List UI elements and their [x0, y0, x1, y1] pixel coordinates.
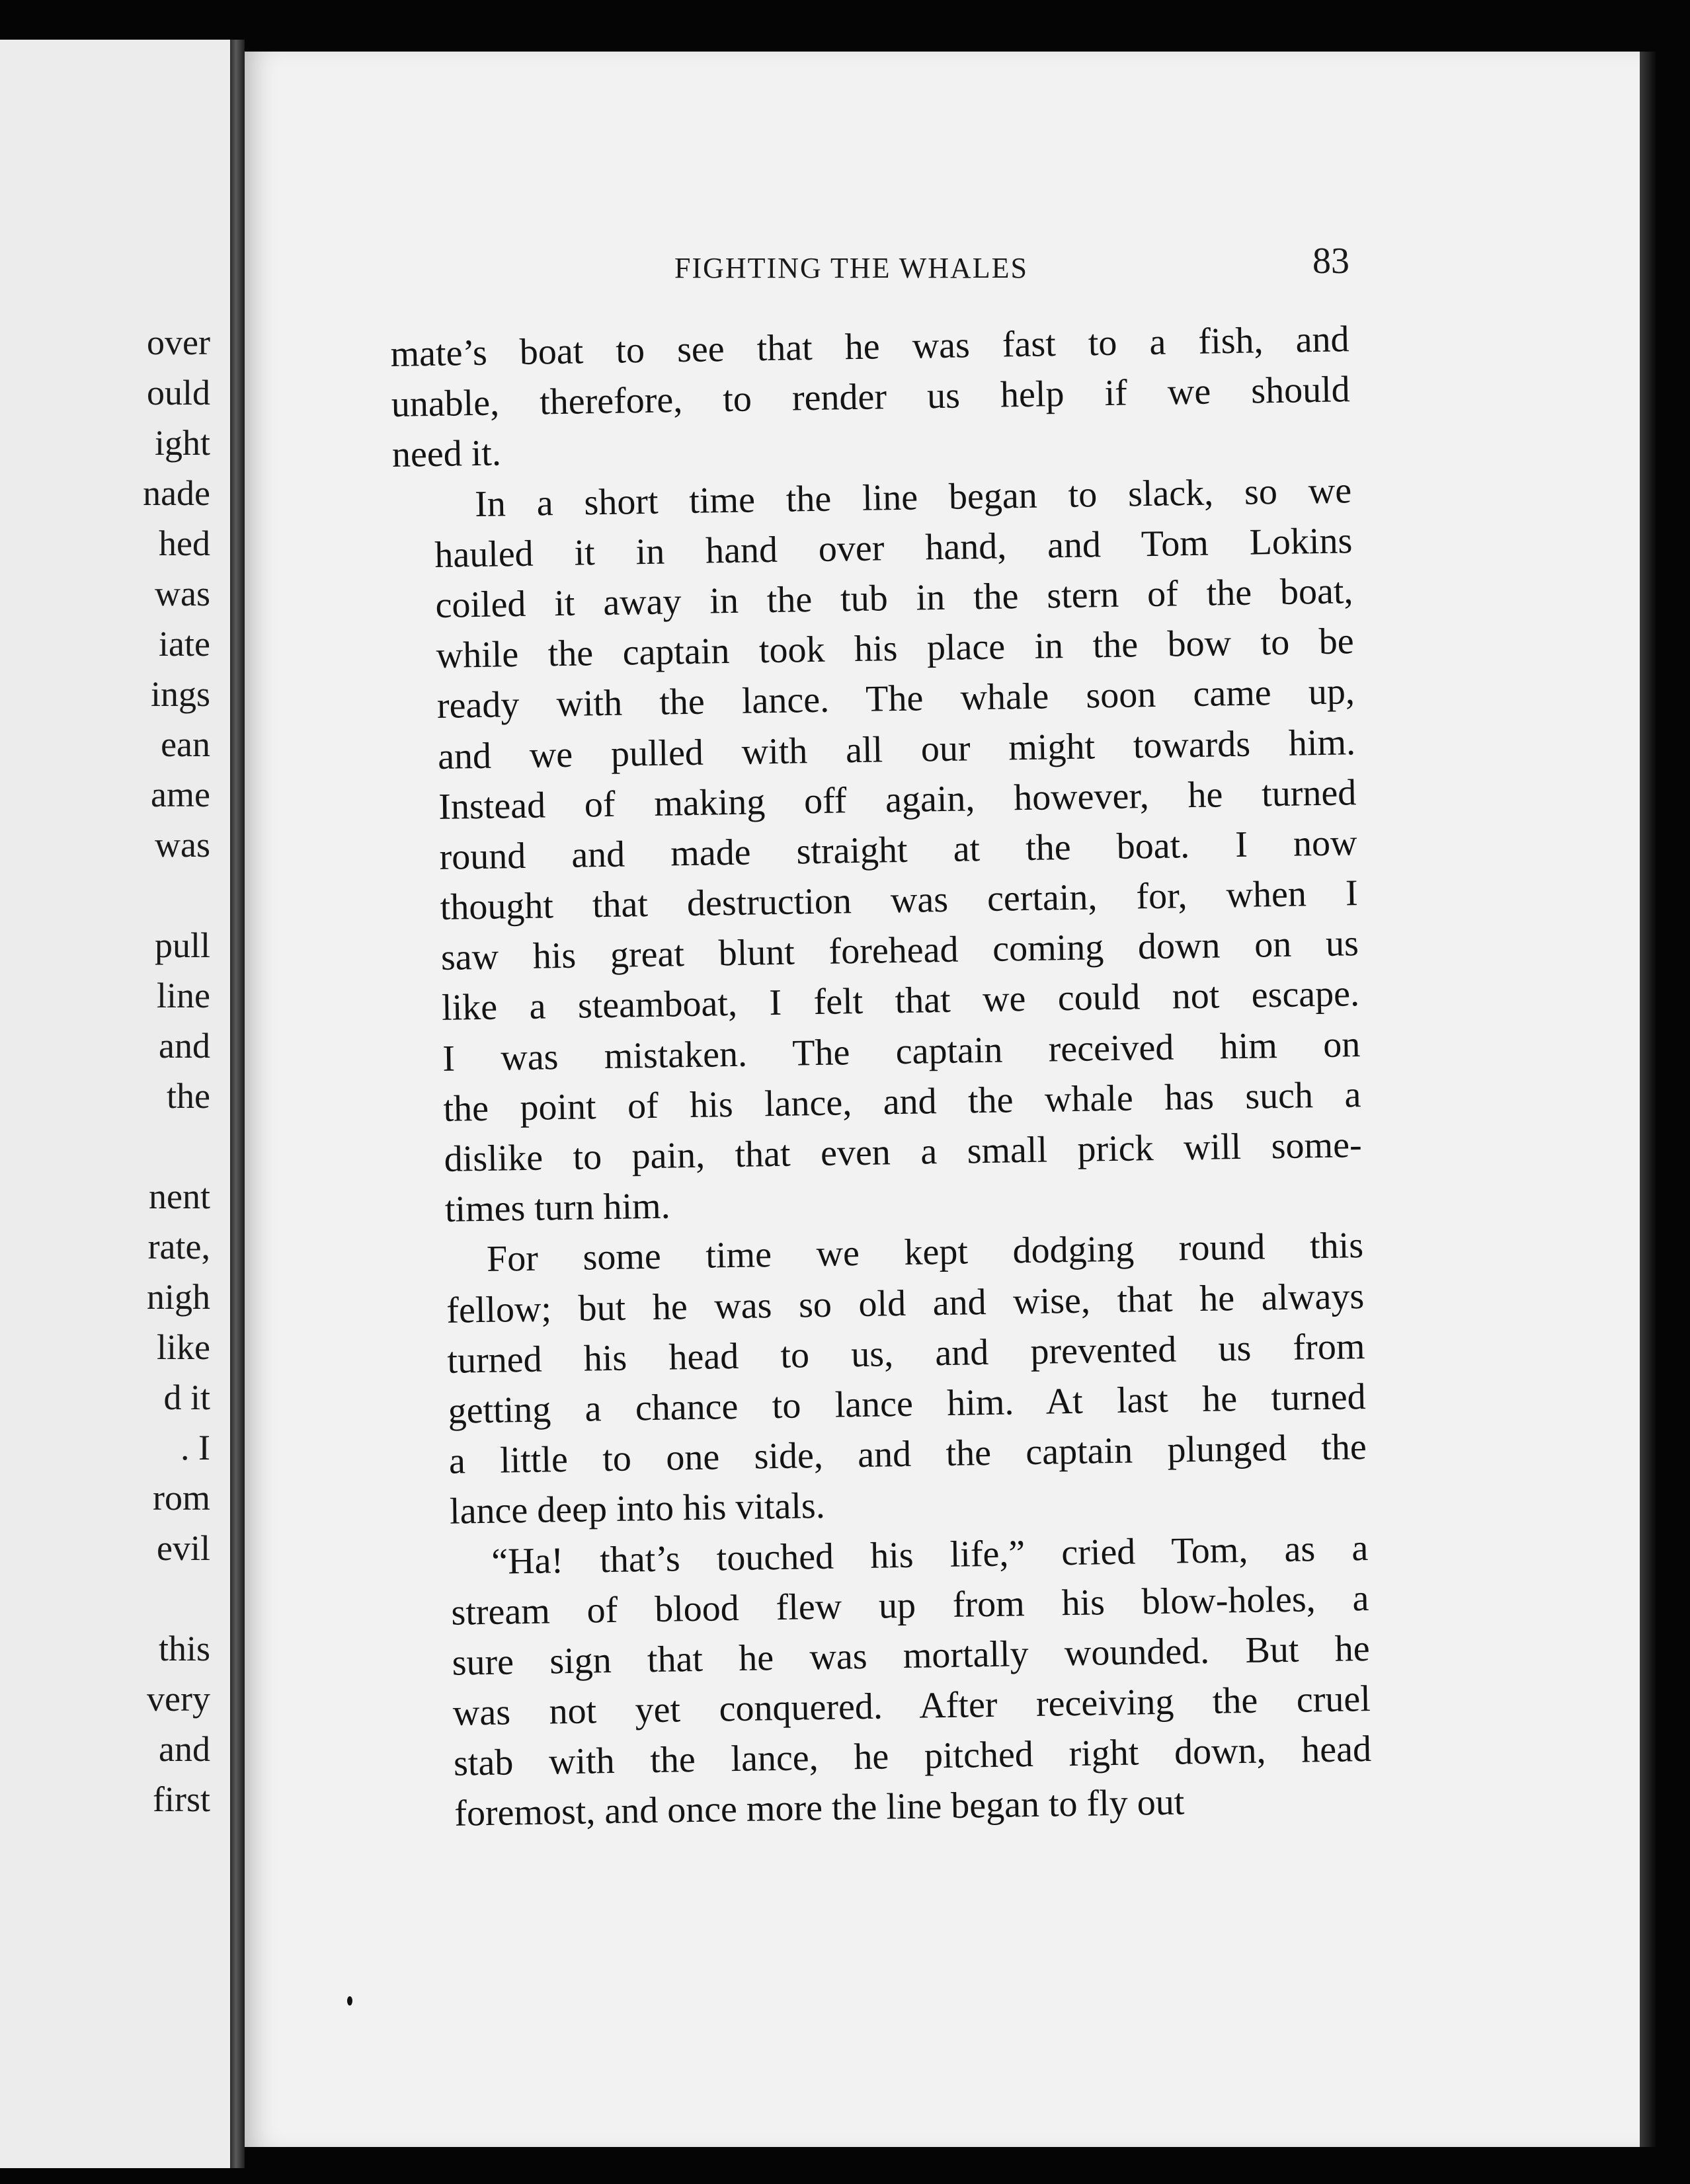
dust-speck	[347, 1996, 352, 2006]
left-page	[0, 40, 230, 2168]
left-page-fragment: pull	[154, 925, 210, 965]
text-line: mate’s boat to see that he was fast to a fish, and	[390, 319, 1349, 375]
text-line: a little to one side, and the captain plunged the	[448, 1426, 1367, 1482]
left-page-fragment: was	[155, 825, 210, 865]
text-line: In a short time the line began to slack, so we	[474, 469, 1352, 525]
left-page-fragment: d it	[163, 1378, 210, 1417]
left-page-fragment: the	[167, 1076, 210, 1116]
left-page-fragment: very	[147, 1679, 210, 1719]
left-page-fragment: ean	[161, 724, 210, 764]
text-line: round and made straight at the boat. I now	[439, 822, 1357, 878]
text-line: times turn him.	[444, 1185, 671, 1231]
paragraph	[393, 465, 1363, 1235]
book-gutter	[230, 40, 245, 2168]
left-page-fragment: hed	[159, 524, 210, 563]
text-line: lance deep into his vitals.	[449, 1485, 826, 1533]
text-line: “Ha! that’s touched his life,” cried Tom, as a	[491, 1527, 1369, 1582]
text-line: thought that destruction was certain, for, when I	[440, 873, 1359, 928]
left-page-fragment: was	[155, 574, 210, 613]
text-line: turned his head to us, and prevented us from	[447, 1325, 1365, 1382]
left-page-fragment	[0, 870, 210, 920]
text-line: unable, therefore, to render us help if we should	[391, 369, 1351, 426]
left-page-fragment	[0, 1573, 210, 1623]
left-page-text-fragments	[0, 317, 210, 1824]
scanner-frame-edge	[1640, 52, 1656, 2147]
left-page-fragment	[0, 1121, 210, 1171]
left-page-fragment: ight	[154, 423, 210, 463]
left-page-fragment: rom	[153, 1478, 210, 1518]
left-page-fragment: this	[158, 1629, 210, 1668]
text-line: getting a chance to lance him. At last he turned	[448, 1376, 1367, 1432]
left-page-fragment: and	[159, 1729, 210, 1769]
text-line: fellow; but he was so old and wise, that he always	[446, 1275, 1365, 1331]
left-page-fragment: over	[147, 323, 210, 362]
left-page-fragment: nent	[149, 1177, 210, 1216]
text-line: I was mistaken. The captain received him on	[442, 1023, 1361, 1079]
left-page-fragment: . I	[181, 1428, 210, 1467]
text-line: the point of his lance, and the whale has such a	[443, 1073, 1361, 1130]
text-line: was not yet conquered. After receiving the cruel	[452, 1678, 1371, 1734]
text-line: foremost, and once more the line began to fly out	[454, 1781, 1185, 1835]
text-line: need it.	[391, 432, 502, 476]
left-page-fragment: rate,	[147, 1227, 210, 1267]
text-line: hauled it in hand over hand, and Tom Lokins	[434, 520, 1353, 576]
left-page-fragment: line	[157, 976, 210, 1015]
paragraph	[390, 314, 1351, 480]
left-page-fragment: ame	[151, 775, 210, 814]
left-page-fragment: like	[157, 1327, 210, 1367]
left-page-fragment: iate	[159, 624, 210, 664]
text-line: coiled it away in the tub in the stern of the boat,	[435, 570, 1353, 626]
paragraph	[405, 1220, 1368, 1538]
left-page-fragment: nade	[143, 473, 210, 513]
left-page-fragment: and	[159, 1026, 210, 1066]
text-line: dislike to pain, that even a small prick will some-	[444, 1124, 1363, 1180]
left-page-fragment: ould	[146, 373, 210, 412]
left-page-fragment: ings	[150, 674, 210, 714]
paragraph	[409, 1522, 1373, 1840]
text-line: stream of blood flew up from his blow-holes, a	[451, 1577, 1369, 1633]
body-text	[390, 314, 1373, 1840]
text-line: saw his great blunt forehead coming down on us	[440, 923, 1359, 979]
text-line: while the captain took his place in the bow to be	[436, 621, 1355, 677]
text-line: and we pulled with all our might towards him.	[437, 721, 1356, 777]
text-line: ready with the lance. The whale soon came up,	[436, 671, 1355, 727]
right-page	[245, 52, 1640, 2147]
left-page-fragment: evil	[157, 1528, 210, 1568]
text-line: Instead of making off again, however, he turned	[438, 771, 1357, 828]
running-head: FIGHTING THE WHALES	[674, 252, 1028, 284]
text-line: sure sign that he was mortally wounded. But he	[452, 1627, 1371, 1684]
left-page-fragment: first	[153, 1779, 210, 1819]
left-page-fragment: nigh	[146, 1277, 210, 1317]
page-number: 83	[1312, 241, 1349, 282]
text-line: stab with the lance, he pitched right down, head	[453, 1729, 1372, 1785]
text-line: For some time we kept dodging round this	[486, 1225, 1364, 1280]
text-line: like a steamboat, I felt that we could not escape.	[441, 973, 1360, 1029]
